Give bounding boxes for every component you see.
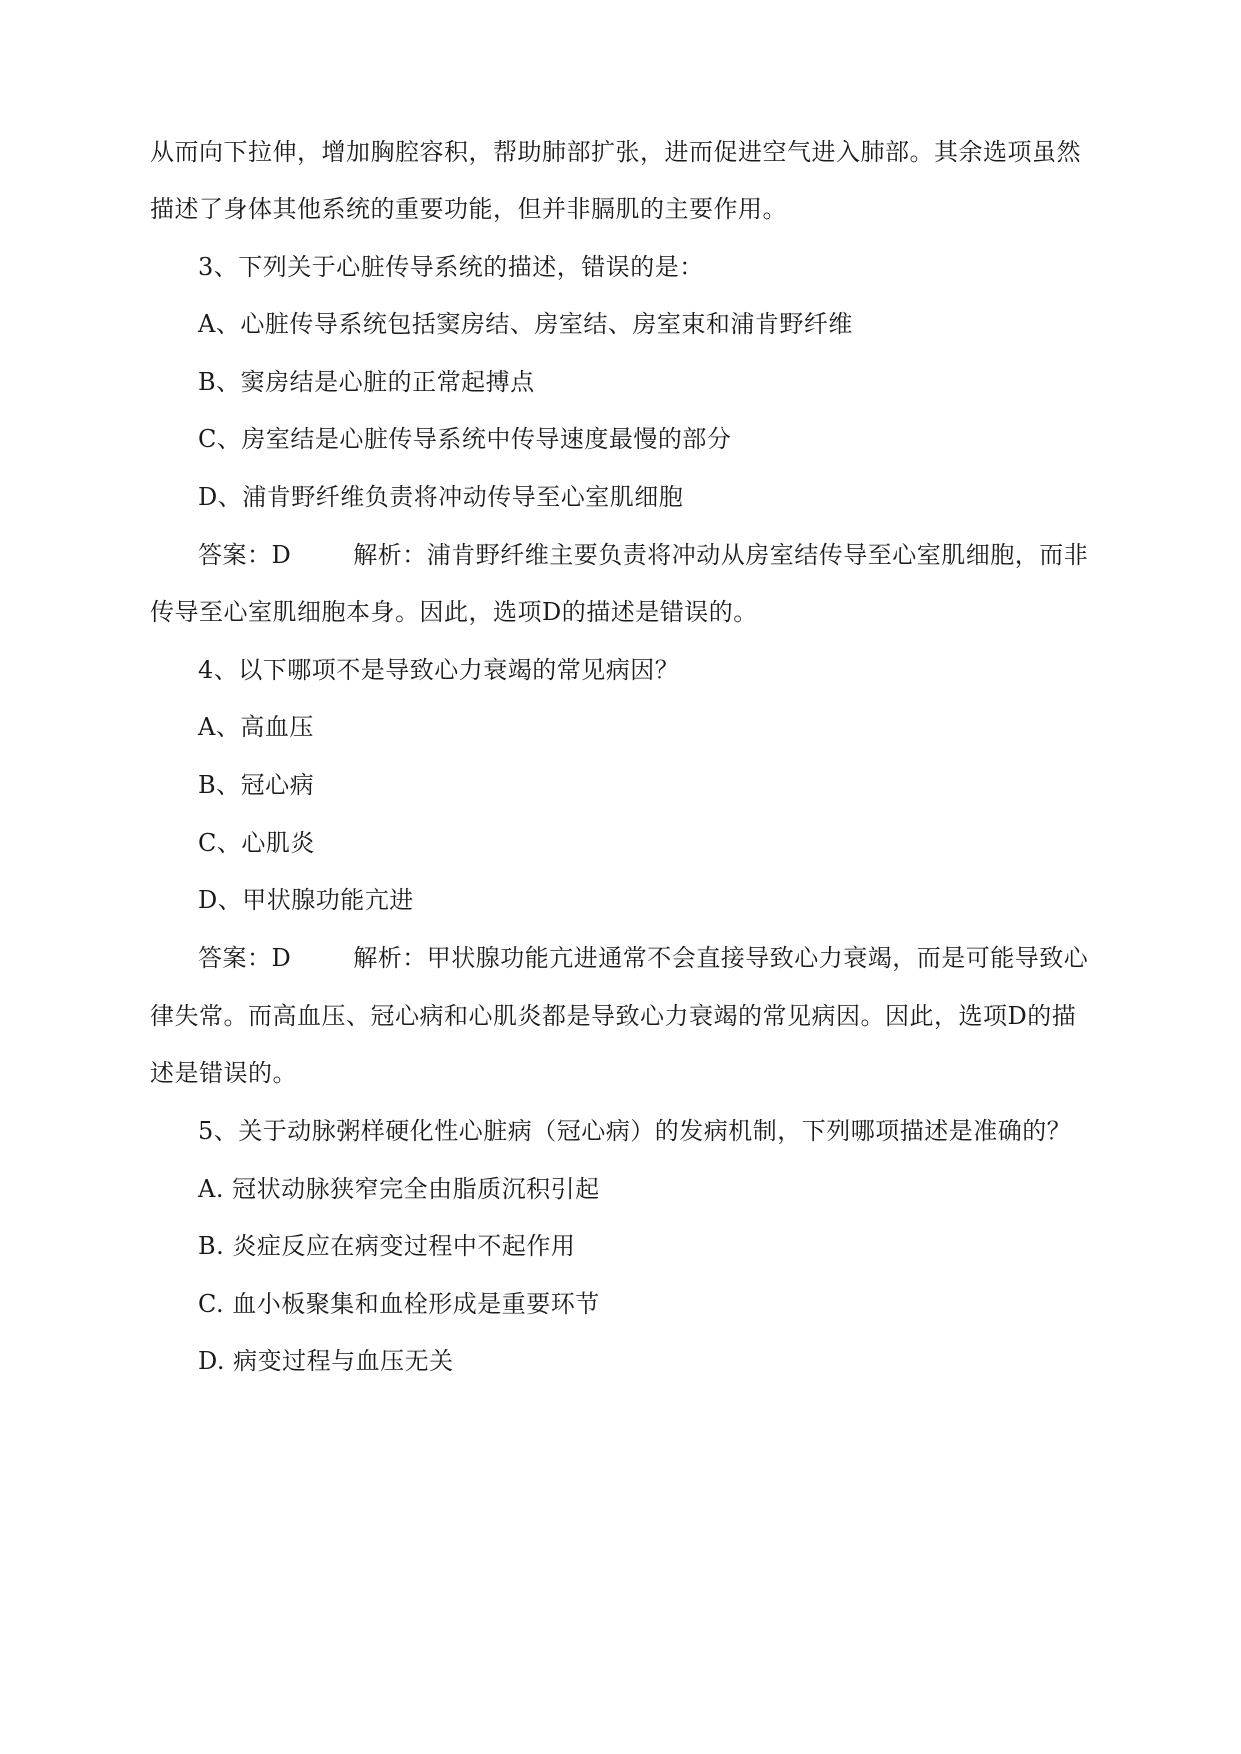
answer-label: 答案：D [198, 541, 292, 569]
question-5-option-d: D. 病变过程与血压无关 [198, 1347, 454, 1375]
question-3-stem: 3、下列关于心脏传导系统的描述，错误的是： [198, 253, 704, 281]
question-4-stem: 4、以下哪项不是导致心力衰竭的常见病因？ [198, 656, 680, 684]
analysis-text: 解析：浦肯野纤维主要负责将冲动从房室结传导至心室肌细胞，而非 [353, 541, 1089, 569]
paragraph-line: 传导至心室肌细胞本身。因此，选项D的描述是错误的。 [150, 598, 758, 626]
analysis-text: 解析：甲状腺功能亢进通常不会直接导致心力衰竭，而是可能导致心 [353, 944, 1089, 972]
question-5-option-b: B. 炎症反应在病变过程中不起作用 [198, 1232, 576, 1260]
question-4-option-b: B、冠心病 [198, 771, 315, 799]
question-4-answer-line [198, 943, 1088, 973]
question-3-option-a: A、心脏传导系统包括窦房结、房室结、房室束和浦肯野纤维 [198, 310, 853, 338]
question-3-option-b: B、窦房结是心脏的正常起搏点 [198, 368, 535, 396]
question-3-answer-line [198, 540, 1088, 570]
question-3-option-d: D、浦肯野纤维负责将冲动传导至心室肌细胞 [198, 483, 684, 511]
paragraph-line: 描述了身体其他系统的重要功能，但并非膈肌的主要作用。 [150, 195, 787, 223]
question-3-option-c: C、房室结是心脏传导系统中传导速度最慢的部分 [198, 425, 732, 453]
question-4-option-a: A、高血压 [198, 713, 314, 741]
question-4-option-c: C、心肌炎 [198, 829, 315, 857]
paragraph-line: 述是错误的。 [150, 1059, 297, 1087]
question-5-stem: 5、关于动脉粥样硬化性心脏病（冠心病）的发病机制，下列哪项描述是准确的？ [198, 1117, 1072, 1145]
paragraph-line: 律失常。而高血压、冠心病和心肌炎都是导致心力衰竭的常见病因。因此，选项D的描 [150, 1002, 1077, 1030]
answer-label: 答案：D [198, 944, 292, 972]
paragraph-line: 从而向下拉伸，增加胸腔容积，帮助肺部扩张，进而促进空气进入肺部。其余选项虽然 [150, 138, 1081, 166]
question-5-option-a: A. 冠状动脉狭窄完全由脂质沉积引起 [198, 1175, 600, 1203]
question-4-option-d: D、甲状腺功能亢进 [198, 886, 414, 914]
question-5-option-c: C. 血小板聚集和血栓形成是重要环节 [198, 1290, 600, 1318]
